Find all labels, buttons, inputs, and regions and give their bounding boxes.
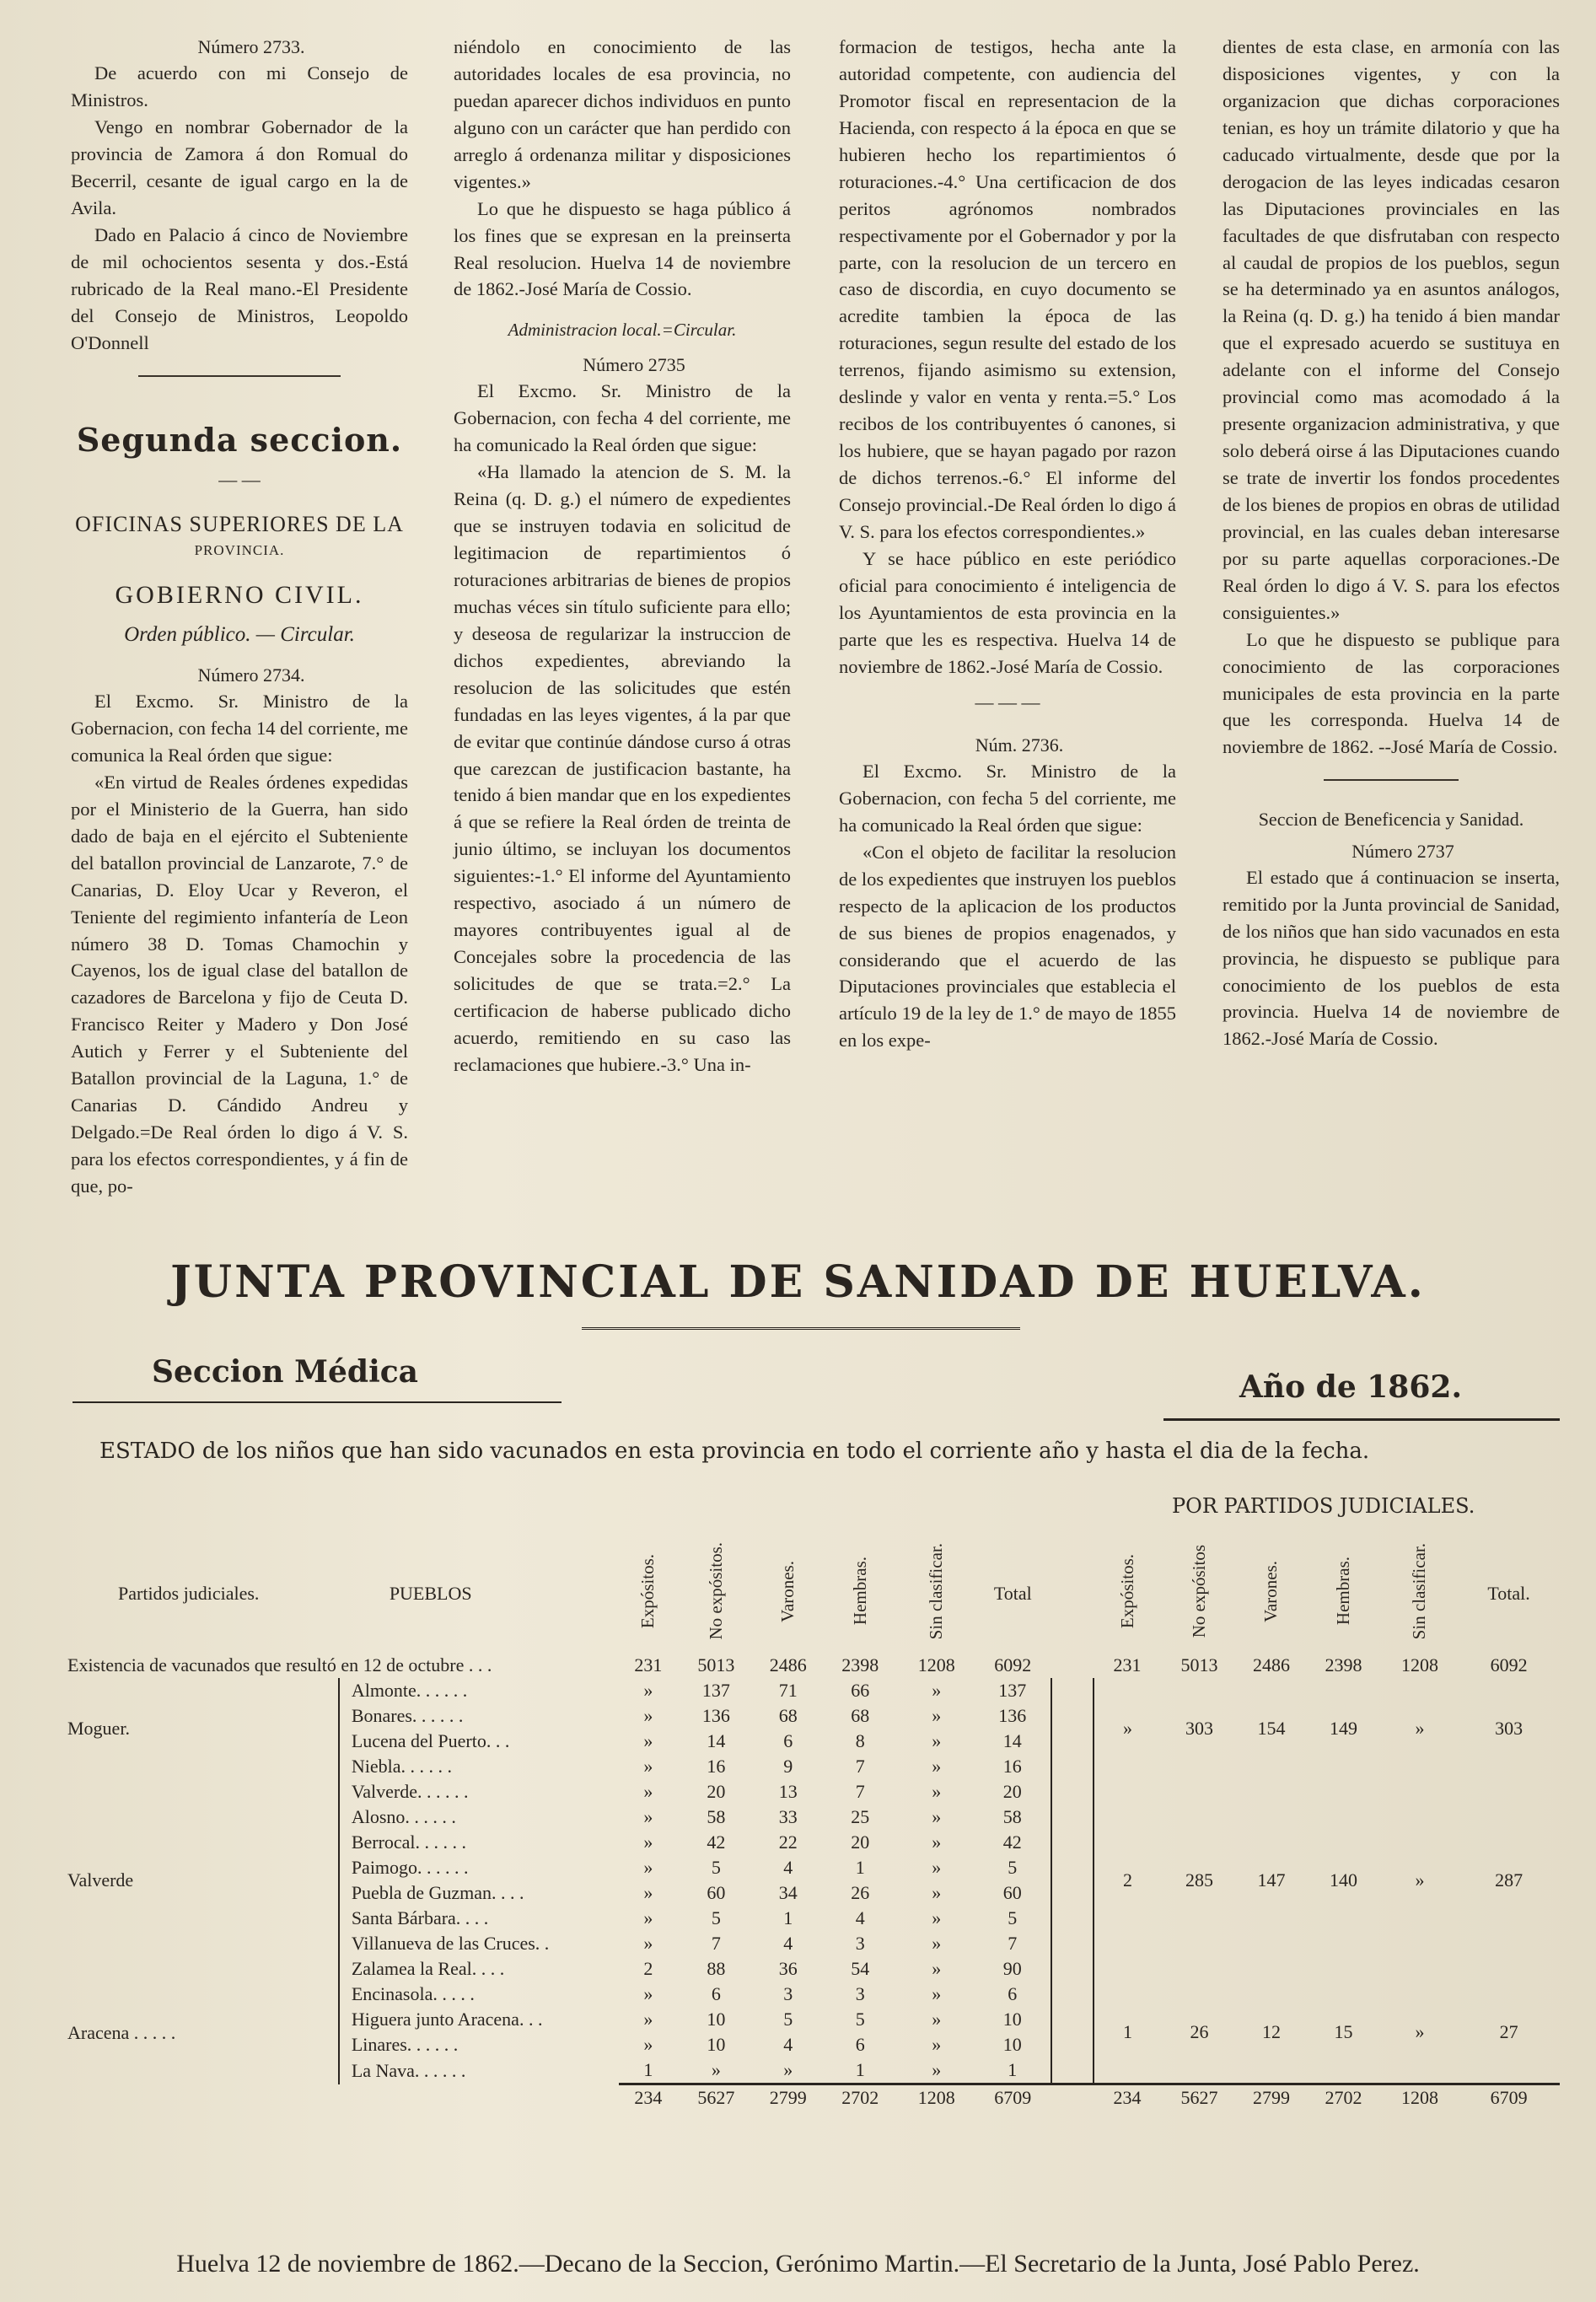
table-cell: 6 <box>783 1730 793 1751</box>
table-cell: » <box>932 2059 942 2080</box>
total-cell: 234 <box>1094 2084 1161 2111</box>
table-cell: » <box>932 1680 942 1701</box>
table-cell: 66 <box>851 1680 870 1701</box>
pueblo-label: Villanueva de las Cruces. . <box>339 1931 619 1956</box>
table-cell: 7 <box>1008 1933 1018 1954</box>
table-cell: 34 <box>778 1882 798 1903</box>
table-cell: 6092 <box>1490 1654 1528 1675</box>
table-cell: » <box>932 1831 942 1853</box>
group-summary-cell: 285 <box>1185 1869 1214 1891</box>
table-cell: » <box>932 1705 942 1726</box>
group-summary-cell: 147 <box>1257 1869 1286 1891</box>
table-cell: 20 <box>707 1781 726 1802</box>
pueblo-label: La Nava. . . . . . <box>339 2057 619 2084</box>
header-p-expositos: Expósitos. <box>1116 1553 1137 1629</box>
table-body <box>67 1653 1560 2111</box>
pueblo-label: Paimogo. . . . . . <box>339 1855 619 1880</box>
table-cell: » <box>932 1857 942 1878</box>
table-cell: 14 <box>1002 1730 1022 1751</box>
paragraph: Y se hace público en este periódico oficial para conocimiento é inteligencia de los Ayuntamientos de esta provincia en la parte que les es respectiva. Huelva 14 de noviembre de 1862.-José María de Cossio. <box>839 547 1176 677</box>
group-summary-cell: » <box>1123 1718 1133 1739</box>
table-cell: 60 <box>707 1882 726 1903</box>
table-cell: 33 <box>778 1806 798 1827</box>
pueblo-label: Santa Bárbara. . . . <box>339 1906 619 1931</box>
total-cell: 6709 <box>975 2084 1051 2111</box>
table-cell: 4 <box>783 1933 793 1954</box>
table-cell: 137 <box>998 1680 1027 1701</box>
table-cell: » <box>643 1857 653 1878</box>
table-cell: 90 <box>1002 1958 1022 1979</box>
column-4 <box>1223 34 1560 1052</box>
header-varones: Varones. <box>777 1560 798 1622</box>
table-cell: 5013 <box>697 1654 735 1675</box>
paragraph: niéndolo en conocimiento de las autoridades locales de esa provincia, no puedan aparecer dichos individuos en punto alguno con un carácter que han perdido con arreglo á ordenanza militar y disposiciones vigentes.» <box>454 36 791 192</box>
table-row <box>67 1982 1560 2007</box>
group-summary-cell: 27 <box>1499 2021 1518 2042</box>
divider <box>1324 779 1459 781</box>
paragraph: Lo que he dispuesto se haga público á los fines que se expresan en la preinserta Real resolucion. Huelva 14 de noviembre de 1862.-José María de Cossio. <box>454 197 791 300</box>
table-cell: 4 <box>855 1907 865 1928</box>
paragraph: Vengo en nombrar Gobernador de la provincia de Zamora á don Romual do Becerril, cesante de igual cargo en la de Avila. <box>71 116 408 218</box>
table-cell: 58 <box>707 1806 726 1827</box>
heading-rule <box>1163 1418 1560 1421</box>
article-number: Número 2737 <box>1351 840 1454 862</box>
table-cell: » <box>643 1983 653 2004</box>
header-hembras: Hembras. <box>849 1557 870 1626</box>
estado-caption: ESTADO de los niños que han sido vacunados en esta provincia en todo el corriente año y hasta el dia de la fecha. <box>99 1439 1370 1464</box>
table-cell: » <box>643 2034 653 2055</box>
paragraph: El Excmo. Sr. Ministro de la Gobernacion, con fecha 14 del corriente, me comunica la Real órden que sigue: <box>71 691 408 766</box>
group-summary-cell: 303 <box>1185 1718 1214 1739</box>
year-heading: Año de 1862. <box>1239 1369 1462 1405</box>
table-cell: » <box>643 2009 653 2030</box>
table-cell: 5 <box>783 2009 793 2030</box>
group-summary-cell: 154 <box>1257 1718 1286 1739</box>
group-summary-cell: 15 <box>1334 2021 1353 2042</box>
table-cell: » <box>932 1781 942 1802</box>
table-cell: 2398 <box>1325 1654 1362 1675</box>
table-cell: 14 <box>707 1730 726 1751</box>
table-cell: 2486 <box>769 1654 807 1675</box>
table-cell: » <box>932 1933 942 1954</box>
divider <box>138 375 341 377</box>
article-number: Número 2735 <box>583 354 685 376</box>
table-cell: 20 <box>1002 1781 1022 1802</box>
partido-label: Moguer. <box>67 1718 130 1739</box>
table-cell: 231 <box>634 1654 663 1675</box>
total-cell: 234 <box>619 2084 678 2111</box>
article-number: Núm. 2736. <box>975 734 1064 756</box>
table-cell: » <box>932 1756 942 1777</box>
admin-heading: Administracion local.=Circular. <box>508 320 737 341</box>
paragraph: Lo que he dispuesto se publique para conocimiento de las corporaciones municipales de esta provincia en la parte que les corresponda. Huelva 14 de noviembre de 1862. --José María de Cossio. <box>1223 628 1560 758</box>
gobierno-heading: GOBIERNO CIVIL. <box>115 580 364 609</box>
column-2 <box>454 34 791 1078</box>
table-cell: » <box>643 1781 653 1802</box>
ornament-rule <box>582 1327 1020 1330</box>
header-no-expositos: No expósitos. <box>705 1542 726 1640</box>
existencia-label: Existencia de vacunados que resultó en 12 de octubre . . . <box>67 1654 492 1675</box>
table-cell: 1208 <box>1400 1654 1438 1675</box>
header-sin-clasificar: Sin clasificar. <box>926 1542 947 1640</box>
pueblo-label: Encinasola. . . . . <box>339 1982 619 2007</box>
table-cell: » <box>932 1882 942 1903</box>
table-cell: 5 <box>855 2009 865 2030</box>
table-cell: » <box>643 1705 653 1726</box>
header-p-no-expositos: No expósitos <box>1189 1544 1210 1638</box>
article-number: Número 2733. <box>197 36 305 57</box>
pueblo-label: Lucena del Puerto. . . <box>339 1729 619 1754</box>
table-cell: 2398 <box>841 1654 879 1675</box>
group-brace <box>1051 1678 1094 1779</box>
group-summary-cell: 140 <box>1329 1869 1357 1891</box>
offices-subheading: PROVINCIA. <box>194 541 285 558</box>
group-summary-cell: » <box>1415 1869 1425 1891</box>
table-cell: 60 <box>1002 1882 1022 1903</box>
table-cell: 58 <box>1002 1806 1022 1827</box>
pueblo-label: Valverde. . . . . . <box>339 1779 619 1804</box>
table-cell: 5 <box>711 1857 721 1878</box>
table-cell: » <box>932 1806 942 1827</box>
table-cell: » <box>643 1806 653 1827</box>
table-cell: 25 <box>851 1806 870 1827</box>
paragraph: «Ha llamado la atencion de S. M. la Reina (q. D. g.) el número de expedientes que se instruyen todavia en solicitud de legitimacion de repartimientos ó roturaciones arbitrarias de bienes de propios muchas véces sin título suficiente para ello; y deseosa de regularizar la instruccion de dichos expedientes, abreviando la resolucion de las solicitudes que estén fundadas en las leyes vigentes, á la par que de evitar que continúe dándose curso á otras que carezcan de justificacion bastante, ha tenido á bien mandar que en los expedientes á que se refiere la Real órden de treinta de junio último, se incluyan los documentos siguientes:-1.° El informe del Ayuntamiento respectivo, asociado á un número de mayores contribuyentes igual al de Concejales sobre la procedencia de las solicitudes de que se trata.=2.° La certificacion de haberse publicado dicho acuerdo, remitiendo en su caso las reclamaciones que hubiere.-3.° Una in- <box>454 461 791 1075</box>
pueblo-label: Higuera junto Aracena. . . <box>339 2007 619 2032</box>
table-cell: 7 <box>711 1933 721 1954</box>
table-cell: 88 <box>707 1958 726 1979</box>
table-cell: » <box>783 2059 793 2080</box>
table-cell: 6 <box>1008 1983 1018 2004</box>
table-cell: » <box>932 2009 942 2030</box>
table-cell: 16 <box>1002 1756 1022 1777</box>
table-cell: » <box>643 1933 653 1954</box>
table-cell: » <box>643 1907 653 1928</box>
table-cell: 2486 <box>1252 1654 1290 1675</box>
total-cell: 6709 <box>1458 2084 1560 2111</box>
table-cell: 1 <box>855 1857 865 1878</box>
table-cell: 136 <box>701 1705 730 1726</box>
table-cell: 1 <box>643 2059 653 2080</box>
paragraph: dientes de esta clase, en armonía con las disposiciones vigentes, y con la organizacion que dichas corporaciones tenian, es hoy un trámite dilatorio y que ha caducado virtualmente, desde que por la derogacion de las leyes indicadas cesaron las Diputaciones provinciales en las facultades de que disfrutaban con respecto al caudal de propios de los pueblos, segun se ha determinado ya en asuntos análogos, la Reina (q. D. g.) ha tenido á bien mandar que el expresado acuerdo se sustituya en adelante con el informe del Consejo provincial como mas acomodado á la presente organizacion administrativa, y que solo deberá oirse á las Diputaciones cuando se trate de invertir los fondos procedentes de los bienes de propios en obras de utilidad provincial, en las cuales deban interesarse por su parte aquellas corporaciones.-De Real órden lo digo á V. S. para los efectos consiguientes.» <box>1223 36 1560 623</box>
table-cell: » <box>932 1907 942 1928</box>
header-p-hembras: Hembras. <box>1332 1557 1353 1626</box>
footer-signature: Huelva 12 de noviembre de 1862.—Decano de la Seccion, Gerónimo Martin.—El Secretario de la Junta, José Pablo Perez. <box>176 2250 1420 2278</box>
partido-label: Valverde <box>67 1869 134 1891</box>
table-cell: 3 <box>783 1983 793 2004</box>
total-cell: 5627 <box>678 2084 755 2111</box>
pueblo-label: Alosno. . . . . . <box>339 1804 619 1830</box>
pueblo-label: Puebla de Guzman. . . . <box>339 1880 619 1906</box>
totals-row <box>67 2084 1560 2111</box>
pueblo-label: Linares. . . . . . <box>339 2032 619 2057</box>
total-cell: 5627 <box>1161 2084 1238 2111</box>
table-cell: 1 <box>783 1907 793 1928</box>
table-cell: 42 <box>1002 1831 1022 1853</box>
table-cell: 9 <box>783 1756 793 1777</box>
table-cell: 22 <box>778 1831 798 1853</box>
table-cell: » <box>932 1730 942 1751</box>
offices-heading: OFICINAS SUPERIORES DE LA <box>75 511 404 536</box>
group-summary-cell: » <box>1415 1718 1425 1739</box>
table-cell: 42 <box>707 1831 726 1853</box>
table-cell: 6 <box>711 1983 721 2004</box>
table-cell: » <box>932 1983 942 2004</box>
paragraph: El estado que á continuacion se inserta, remitido por la Junta provincial de Sanidad, de los niños que han sido vacunados en esta provincia, he dispuesto se publique para conocimiento de los pueblos de esta provincia. Huelva 14 de noviembre de 1862.-José María de Cossio. <box>1223 866 1560 1050</box>
beneficencia-heading: Seccion de Beneficencia y Sanidad. <box>1258 809 1524 831</box>
table-cell: » <box>643 1831 653 1853</box>
pueblo-label: Almonte. . . . . . <box>339 1678 619 1703</box>
header-total: Total <box>993 1583 1032 1604</box>
paragraph: formacion de testigos, hecha ante la autoridad competente, con audiencia del Promotor fiscal en representacion de la Hacienda, con respecto á la época en que se hubieren hecho los repartimientos ó roturaciones.-4.° Una certificacion de dos peritos agrónomos nombrados respectivamente por el Gobernador y por la parte, con la resolucion de un tercero en caso de discordia, en cuyo documento se acredite tambien la época de las roturaciones, segun resulte del estado de los terrenos, fijando asimismo su extension, deslinde y valor en venta y renta.=5.° Los recibos de los contribuyentes ó canones, si los hubiere, que se hayan pagado por razon de dichos terrenos.-6.° El informe del Consejo provincial.-De Real órden lo digo á V. S. para los efectos correspondientes.» <box>839 36 1176 542</box>
dash-separator: — — <box>218 468 261 490</box>
table-cell: 6092 <box>994 1654 1032 1675</box>
group-summary-cell: 303 <box>1495 1718 1523 1739</box>
heading-rule <box>73 1401 562 1403</box>
table-cell: 5 <box>711 1907 721 1928</box>
table-cell: 10 <box>1002 2034 1022 2055</box>
group-brace <box>1051 1779 1094 1982</box>
table-cell: 5 <box>1008 1857 1018 1878</box>
pueblo-label: Berrocal. . . . . . <box>339 1830 619 1855</box>
table-cell: 8 <box>855 1730 865 1751</box>
order-heading: Orden público. — Circular. <box>124 623 355 647</box>
table-cell: 136 <box>998 1705 1027 1726</box>
table-cell: » <box>711 2059 721 2080</box>
table-cell: 54 <box>851 1958 870 1979</box>
paragraph: Dado en Palacio á cinco de Noviembre de mil ochocientos sesenta y dos.-Está rubricado de la Real mano.-El Presidente del Consejo de Ministros, Leopoldo O'Donnell <box>71 223 408 353</box>
paragraph: «Con el objeto de facilitar la resolucion de los expedientes que instruyen los pueblos respecto de la aplicacion de los productos de sus bienes de propios enagenados, y considerando que el acuerdo de las Diputaciones provinciales que establecia el artículo 19 de la ley de 1.° de mayo de 1855 en los expe- <box>839 841 1176 1051</box>
group-brace <box>1051 1982 1094 2084</box>
header-p-varones: Varones. <box>1260 1560 1282 1622</box>
table-cell: 7 <box>855 1781 865 1802</box>
junta-banner: JUNTA PROVINCIAL DE SANIDAD DE HUELVA. <box>170 1256 1426 1308</box>
vaccination-table <box>67 1535 1560 2111</box>
dash-separator: — — — <box>975 691 1040 713</box>
pueblo-label: Bonares. . . . . . <box>339 1703 619 1729</box>
table-header-row <box>67 1535 1560 1653</box>
table-cell: 16 <box>707 1756 726 1777</box>
partido-label: Aracena . . . . . <box>67 2021 176 2043</box>
seccion-medica-heading: Seccion Médica <box>152 1354 418 1390</box>
group-summary-cell: 2 <box>1123 1869 1133 1891</box>
table-cell: 20 <box>851 1831 870 1853</box>
table-cell: 10 <box>707 2009 726 2030</box>
table-cell: 7 <box>855 1756 865 1777</box>
table-cell: » <box>643 1882 653 1903</box>
table-cell: 36 <box>778 1958 798 1979</box>
header-pueblos: PUEBLOS <box>389 1583 472 1604</box>
table-cell: » <box>932 2034 942 2055</box>
article-number: Número 2734. <box>197 664 305 686</box>
table-cell: 5 <box>1008 1907 1018 1928</box>
table-cell: 6 <box>855 2034 865 2055</box>
group-summary-cell: » <box>1415 2021 1425 2042</box>
table-cell: 1 <box>855 2059 865 2080</box>
table-cell: 231 <box>1113 1654 1142 1675</box>
table-cell: 3 <box>855 1933 865 1954</box>
table-cell: 68 <box>778 1705 798 1726</box>
group-summary-cell: 287 <box>1495 1869 1523 1891</box>
table-cell: 13 <box>778 1781 798 1802</box>
por-partidos-heading: POR PARTIDOS JUDICIALES. <box>1172 1494 1475 1518</box>
total-cell: 2702 <box>1305 2084 1382 2111</box>
table-cell: » <box>643 1680 653 1701</box>
table-cell: 71 <box>778 1680 798 1701</box>
table-cell: 68 <box>851 1705 870 1726</box>
table-row <box>67 1678 1560 1703</box>
column-3 <box>839 34 1176 1054</box>
group-summary-cell: 149 <box>1329 1718 1357 1739</box>
table-cell: 1 <box>1008 2059 1018 2080</box>
table-cell: » <box>932 1958 942 1979</box>
header-p-total: Total. <box>1487 1583 1530 1604</box>
total-cell: 2799 <box>755 2084 822 2111</box>
table-cell: 137 <box>701 1680 730 1701</box>
header-partidos: Partidos judiciales. <box>118 1583 260 1604</box>
table-cell: » <box>643 1730 653 1751</box>
total-cell: 2702 <box>822 2084 899 2111</box>
table-cell: 1208 <box>917 1654 955 1675</box>
total-cell: 1208 <box>899 2084 975 2111</box>
table-cell: 4 <box>783 1857 793 1878</box>
table-cell: 3 <box>855 1983 865 2004</box>
table-row <box>67 1779 1560 1804</box>
table-cell: 4 <box>783 2034 793 2055</box>
total-cell: 1208 <box>1382 2084 1459 2111</box>
total-cell: 2799 <box>1238 2084 1305 2111</box>
column-1 <box>71 34 408 1200</box>
table-cell: 2 <box>643 1958 653 1979</box>
group-summary-cell: 12 <box>1261 2021 1281 2042</box>
table-cell: » <box>643 1756 653 1777</box>
pueblo-label: Zalamea la Real. . . . <box>339 1956 619 1982</box>
section-heading: Segunda seccion. <box>76 420 403 459</box>
table-cell: 5013 <box>1180 1654 1218 1675</box>
table-cell: 10 <box>707 2034 726 2055</box>
table-cell: 26 <box>851 1882 870 1903</box>
paragraph: El Excmo. Sr. Ministro de la Gobernacion, con fecha 4 del corriente, me ha comunicado la Real órden que sigue: <box>454 380 791 456</box>
group-summary-cell: 1 <box>1123 2021 1133 2042</box>
header-p-sin-clasificar: Sin clasificar. <box>1409 1542 1430 1640</box>
existencia-row <box>67 1653 1560 1678</box>
header-expositos: Expósitos. <box>637 1553 658 1629</box>
paragraph: «En virtud de Reales órdenes expedidas por el Ministerio de la Guerra, han sido dado de baja en el ejército el Subteniente del batallon provincial de Lanzarote, 7.° de Canarias, D. Eloy Ucar y Reveron, el Teniente del regimiento infantería de Leon número 38 D. Tomas Chamochin y Cayenos, los de igual clase del batallon de cazadores de Barcelona y fijo de Ceuta D. Francisco Reiter y Madero y Don José Autich y Ferrer y el Subteniente del Batallon provincial de la Laguna, 1.° de Canarias D. Cándido Andreu y Delgado.=De Real órden lo digo á V. S. para los efectos correspondientes, y á fin de que, po- <box>71 771 408 1197</box>
paragraph: El Excmo. Sr. Ministro de la Gobernacion, con fecha 5 del corriente, me ha comunicado la Real órden que sigue: <box>839 760 1176 836</box>
pueblo-label: Niebla. . . . . . <box>339 1754 619 1779</box>
paragraph: De acuerdo con mi Consejo de Ministros. <box>71 62 408 111</box>
group-summary-cell: 26 <box>1190 2021 1209 2042</box>
table-cell: 10 <box>1002 2009 1022 2030</box>
